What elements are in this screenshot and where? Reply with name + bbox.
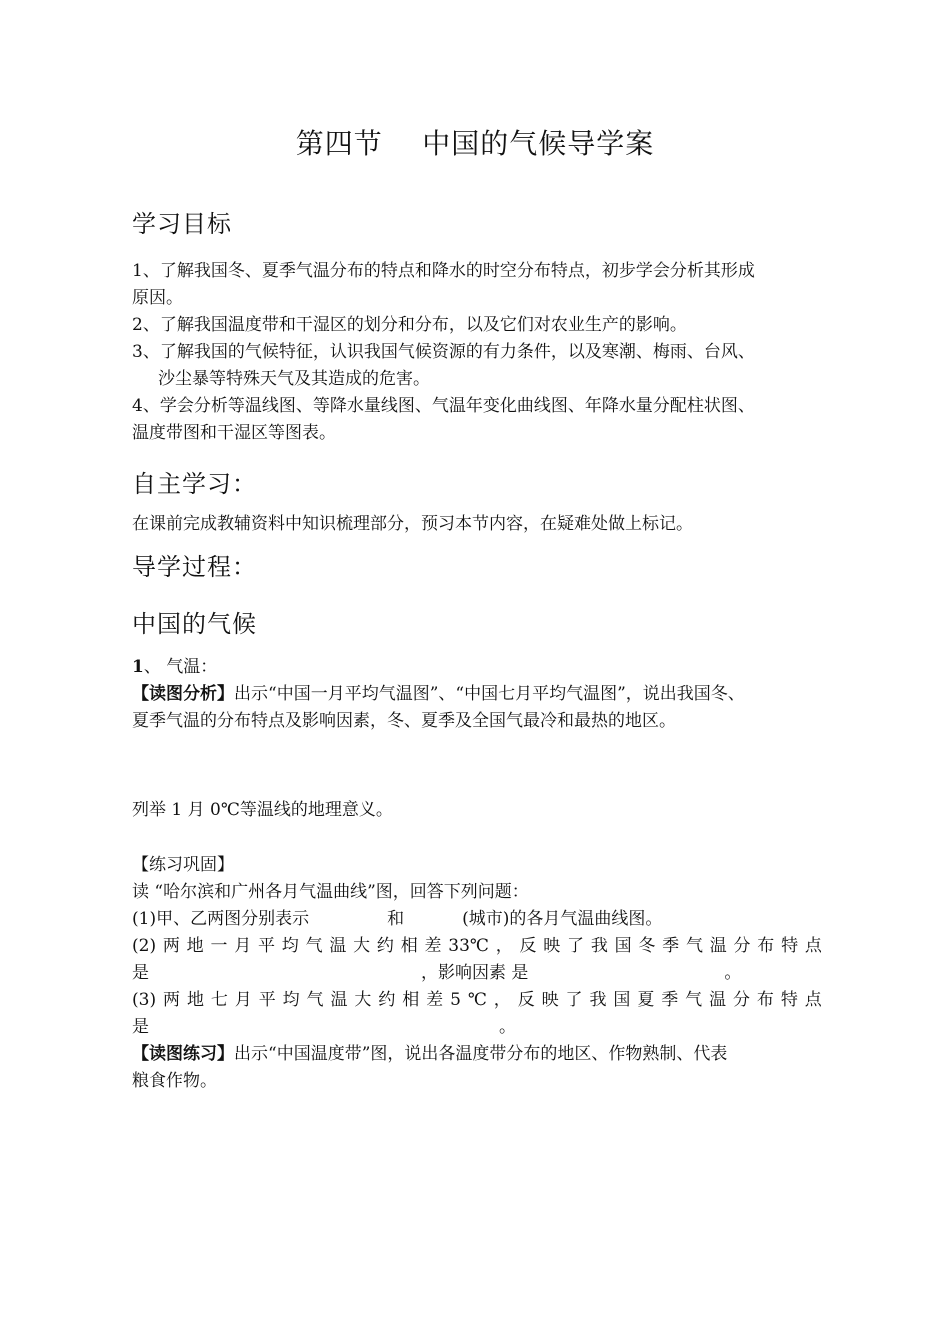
q3-line1-char: 映 — [541, 990, 559, 1010]
q3-line1-char: 季 — [661, 990, 679, 1010]
objective-item-3-line2: 沙尘暴等特殊天气及其造成的危害。 — [158, 369, 430, 389]
climate-heading: 中国的气候 — [132, 610, 257, 638]
q3-line1-char: 平 — [258, 990, 276, 1010]
practice-intro: 读 “哈尔滨和广州各月气温曲线”图，回答下列问题： — [132, 882, 529, 902]
q3-line1-char: 温 — [709, 990, 727, 1010]
q2-line1-char: 了 — [567, 936, 585, 956]
q2-line1-char: 温 — [329, 936, 347, 956]
q3-line1-char: 月 — [234, 990, 252, 1010]
q2-line1-char: 点 — [804, 936, 822, 956]
q3-line1-char: 特 — [780, 990, 798, 1010]
q2-line1-char: 相 — [400, 936, 418, 956]
q2-line1-char: 33℃ — [448, 936, 489, 956]
q3-line1-char: 点 — [804, 990, 822, 1010]
objectives-heading: 学习目标 — [132, 210, 232, 238]
q2-line1-char: 特 — [781, 936, 799, 956]
q3-line1-char: 气 — [306, 990, 324, 1010]
practice-q2-line1 — [132, 933, 822, 960]
page-title: 第四节 中国的气候导学案 — [295, 127, 655, 160]
q1-part-b: 和 — [387, 909, 405, 929]
objective-item-1-line1: 1、了解我国冬、夏季气温分布的特点和降水的时空分布特点，初步学会分析其形成 — [132, 261, 755, 281]
q2-part-c: 。 — [724, 963, 742, 983]
temperature-label — [132, 654, 822, 681]
objective-item-4-line1: 4、学会分析等温线图、等降水量线图、气温年变化曲线图、年降水量分配柱状图、 — [132, 396, 755, 416]
q2-line1-char: 分 — [733, 936, 751, 956]
q2-part-b: ，影响因素 是 — [421, 963, 529, 983]
q3-line1-char: 差 — [426, 990, 444, 1010]
q2-line1-char: 平 — [258, 936, 275, 956]
q3-line1-char: 气 — [685, 990, 703, 1010]
q3-line1-char: 七 — [210, 990, 228, 1010]
q3-line1-char: ， — [493, 990, 511, 1010]
objective-item-3-line1: 3、了解我国的气候特征，认识我国气候资源的有力条件，以及寒潮、梅雨、台风、 — [132, 342, 755, 362]
q3-line1-char: 国 — [613, 990, 631, 1010]
self-study-text — [132, 511, 822, 538]
q2-line1-char: 布 — [757, 936, 775, 956]
q2-line1-char: 地 — [186, 936, 204, 956]
objectives-list — [132, 258, 822, 447]
q2-line1-char: (2) — [132, 936, 157, 956]
practice-q3-line2 — [132, 1014, 822, 1041]
read-analysis-text1: 出示“中国一月平均气温图”、“中国七月平均气温图”，说出我国冬、 — [234, 684, 745, 704]
temperature-label-number: 1 — [132, 657, 144, 677]
q3-line1-char: 均 — [282, 990, 300, 1010]
objective-item-1-line2: 原因。 — [132, 288, 183, 308]
practice-q3-line1 — [132, 987, 822, 1014]
practice-q1 — [132, 906, 822, 933]
q3-line1-char: 温 — [330, 990, 348, 1010]
q3-part-b: 。 — [499, 1017, 516, 1037]
q2-line1-char: 我 — [590, 936, 608, 956]
q2-line1-char: 映 — [543, 936, 561, 956]
q2-line1-char: 国 — [614, 936, 632, 956]
read-practice-line1 — [132, 1041, 822, 1068]
q1-part-c: (城市)的各月气温曲线图。 — [462, 909, 663, 929]
q2-line1-char: 大 — [353, 936, 371, 956]
isotherm-question-text: 列举 1 月 0℃等温线的地理意义。 — [132, 800, 393, 820]
objective-item-2: 2、了解我国温度带和干湿区的划分和分布，以及它们对农业生产的影响。 — [132, 315, 687, 335]
q3-line1-char: 分 — [733, 990, 750, 1010]
q2-line1-char: ， — [495, 936, 513, 956]
q2-line1-char: 月 — [234, 936, 252, 956]
q1-part-a: (1)甲、乙两图分别表示 — [132, 909, 310, 929]
q3-line1-char: 约 — [378, 990, 396, 1010]
practice-tag: 【练习巩固】 — [132, 855, 234, 875]
q3-part-a: 是 — [132, 1017, 149, 1037]
practice-q2-line2 — [132, 960, 822, 987]
read-practice-tag: 【读图练习】 — [132, 1044, 234, 1064]
temperature-section — [132, 654, 822, 735]
q3-line1-char: 夏 — [637, 990, 655, 1010]
guide-heading: 导学过程： — [132, 553, 257, 581]
q3-line1-char: ℃ — [467, 990, 487, 1010]
q3-line1-char: 了 — [565, 990, 583, 1010]
q2-line1-char: 温 — [709, 936, 727, 956]
q3-line1-char: 我 — [589, 990, 607, 1010]
q3-line1-char: (3) — [132, 990, 157, 1010]
read-analysis-line2: 夏季气温的分布特点及影响因素，冬、夏季及全国气最冷和最热的地区。 — [132, 711, 676, 731]
q2-part-a: 是 — [132, 963, 149, 983]
q3-line1-char: 布 — [756, 990, 774, 1010]
practice-section — [132, 852, 822, 1095]
q2-line1-char: 气 — [305, 936, 323, 956]
q3-line1-char: 反 — [517, 990, 535, 1010]
objective-item-4-line2: 温度带图和干湿区等图表。 — [132, 423, 336, 443]
read-practice-line2: 粮食作物。 — [132, 1071, 217, 1091]
self-study-line: 在课前完成教辅资料中知识梳理部分，预习本节内容，在疑难处做上标记。 — [132, 514, 693, 534]
q2-line1-char: 季 — [662, 936, 680, 956]
q2-line1-char: 反 — [519, 936, 537, 956]
read-analysis-line1 — [132, 681, 822, 708]
q3-line1-char: 两 — [163, 990, 181, 1010]
read-analysis-tag: 【读图分析】 — [132, 684, 234, 704]
isotherm-question — [132, 797, 822, 824]
q2-line1-char: 气 — [685, 936, 703, 956]
q3-line1-char: 地 — [186, 990, 204, 1010]
temperature-label-text: 、 气温： — [143, 657, 218, 677]
q2-line1-char: 冬 — [638, 936, 656, 956]
read-practice-text1: 出示“中国温度带”图，说出各温度带分布的地区、作物熟制、代表 — [234, 1044, 728, 1064]
q3-line1-char: 大 — [354, 990, 372, 1010]
q3-line1-char: 相 — [402, 990, 420, 1010]
q3-line1-char: 5 — [450, 990, 461, 1010]
q2-line1-char: 一 — [210, 936, 228, 956]
q2-line1-char: 均 — [281, 936, 299, 956]
q2-line1-char: 两 — [162, 936, 180, 956]
self-study-heading: 自主学习： — [132, 470, 257, 498]
q2-line1-char: 约 — [376, 936, 394, 956]
q2-line1-char: 差 — [424, 936, 442, 956]
